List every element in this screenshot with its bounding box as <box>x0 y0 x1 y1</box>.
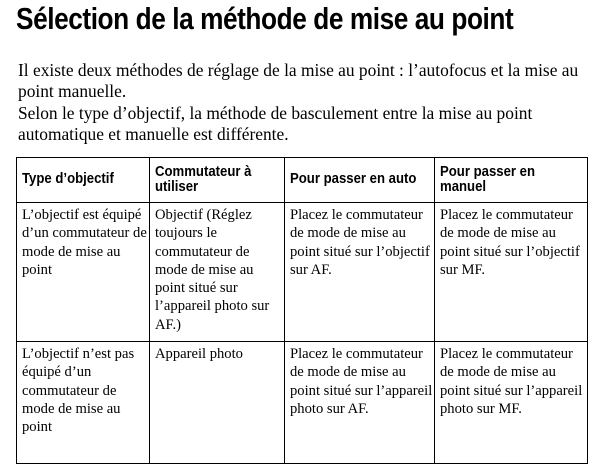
focus-method-table <box>16 157 588 464</box>
table-cell: Objectif (Réglez toujours le commutateur de mode de mise au point situé sur l’appareil photo sur AF.) <box>150 203 285 342</box>
header-line: Pour passer en <box>440 163 536 180</box>
table-cell: Placez le commutateur de mode de mise au point situé sur l’appareil photo sur AF. <box>285 342 435 464</box>
table-header-row <box>17 158 588 203</box>
header-line: Type d’objectif <box>22 171 114 188</box>
page-title: Sélection de la méthode de mise au point <box>16 2 514 36</box>
intro-paragraph: Il existe deux méthodes de réglage de la mise au point : l’autofocus et la mise au point manuelle. <box>18 60 579 102</box>
header-switch-to-manual <box>435 158 588 203</box>
header-switch-to-auto <box>285 158 435 203</box>
intro-text <box>18 60 590 145</box>
table-cell: L’objectif est équipé d’un commutateur de mode de mise au point <box>17 203 150 342</box>
table-row <box>17 342 588 464</box>
table-cell: Placez le commutateur de mode de mise au point situé sur l’objectif sur MF. <box>435 203 588 342</box>
table-row <box>17 203 588 342</box>
header-line: utiliser <box>155 179 199 195</box>
table-cell: L’objectif n’est pas équipé d’un commutateur de mode de mise au point <box>17 342 150 464</box>
table-cell: Placez le commutateur de mode de mise au point situé sur l’objectif sur AF. <box>285 203 435 342</box>
intro-paragraph: Selon le type d’objectif, la méthode de basculement entre la mise au point automatique et manuelle est différente. <box>18 102 533 144</box>
table-cell: Placez le commutateur de mode de mise au point situé sur l’appareil photo sur MF. <box>435 342 588 464</box>
header-line: Commutateur à <box>155 163 252 180</box>
header-line: manuel <box>440 179 487 195</box>
table-cell: Appareil photo <box>150 342 285 464</box>
header-lens-type <box>17 158 150 203</box>
header-switch-to-use <box>150 158 285 203</box>
header-line: Pour passer en auto <box>290 171 417 188</box>
